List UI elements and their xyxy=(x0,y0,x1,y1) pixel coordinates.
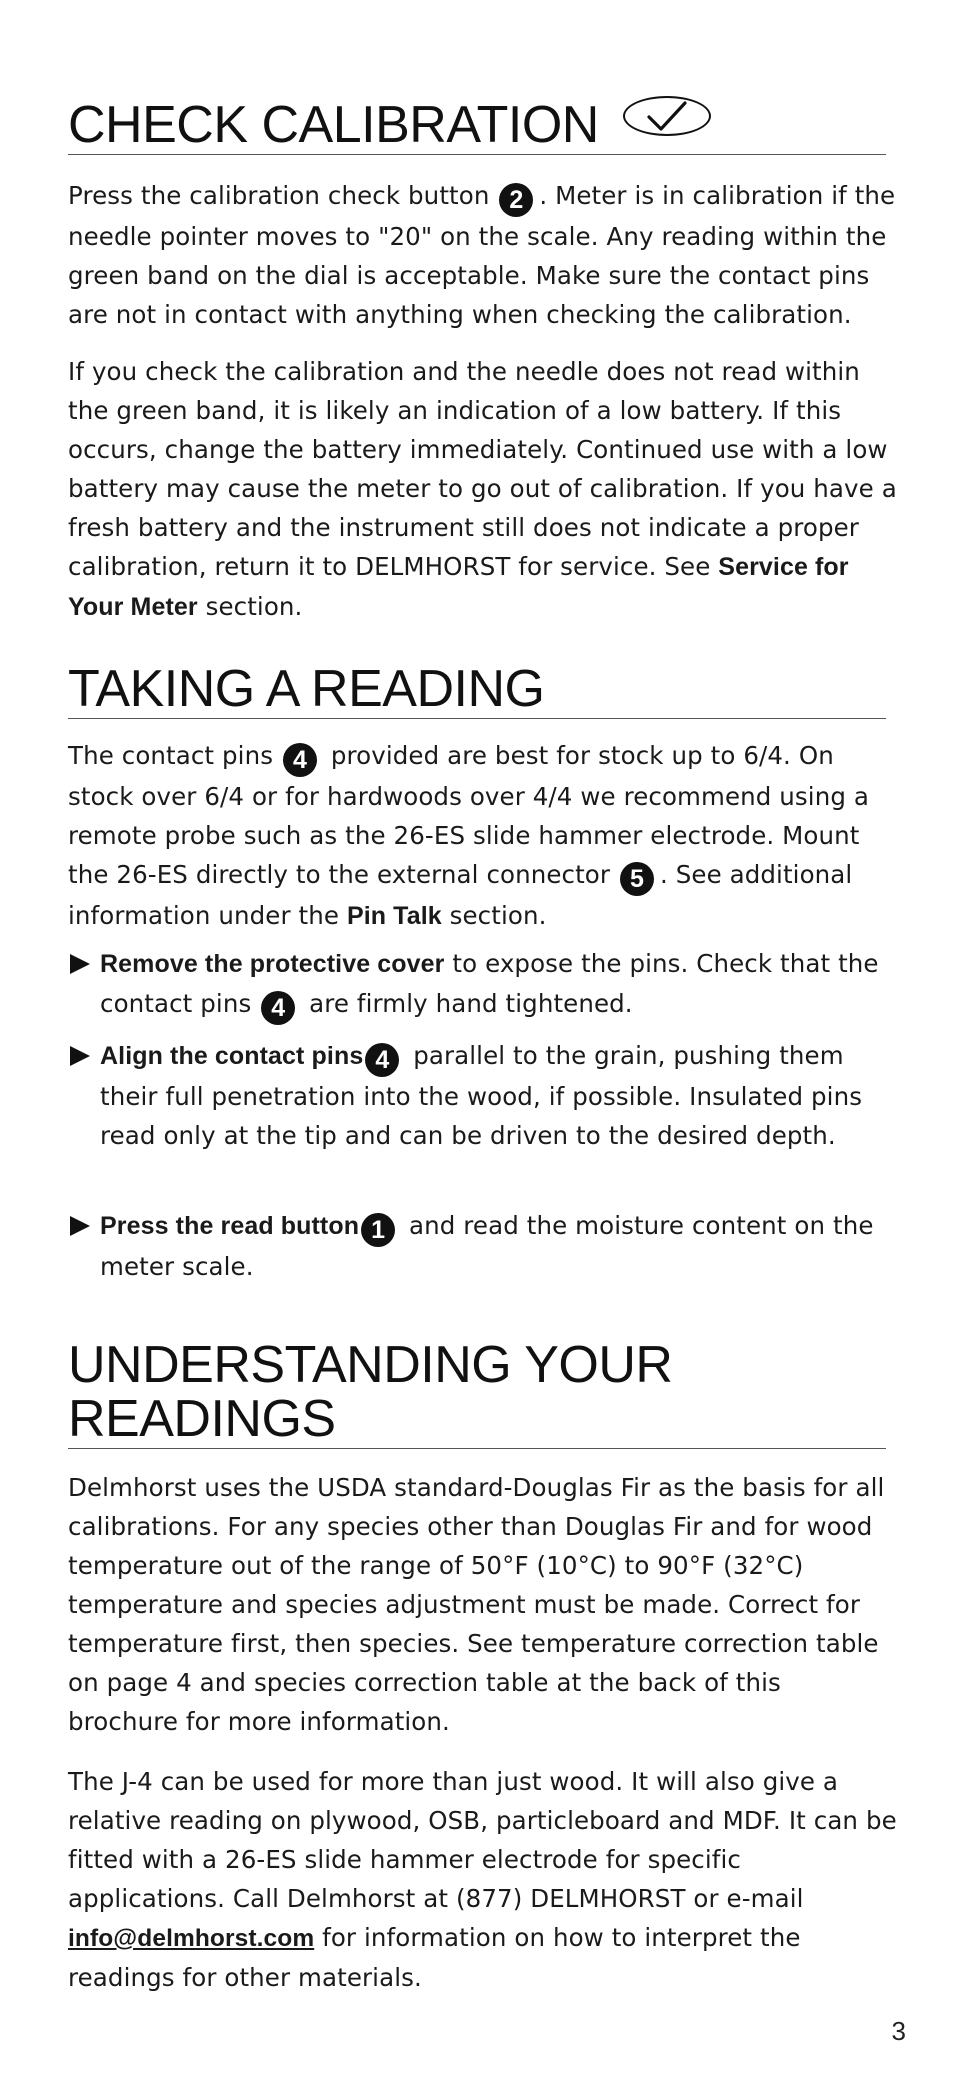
callout-number-4: 4 xyxy=(261,991,295,1025)
taking-reading-paragraph: The contact pins 4 provided are best for stock up to 6/4. On stock over 6/4 or for hardwoods over 4/4 we recommend using a remote probe such as the 26-ES slide hammer electrode. Mount the 26-ES directly to the external connector 5 . See additional information under the Pin Talk section. xyxy=(68,741,869,930)
bullet-remove-cover: Remove the protective cover to expose the pins. Check that the contact pins 4 are firmly hand tightened. xyxy=(68,944,898,1025)
bullet-press-read: Press the read button 1 and read the moisture content on the meter scale. xyxy=(68,1206,898,1286)
bullet-arrow-icon xyxy=(70,1046,90,1066)
callout-number-1: 1 xyxy=(361,1213,395,1247)
callout-number-5: 5 xyxy=(620,862,654,896)
bullet-align-pins: Align the contact pins 4 parallel to the grain, pushing them their full penetration into the wood, if possible. Insulated pins read only at the tip and can be driven to the desired depth. xyxy=(68,1036,898,1155)
calibration-paragraph-1: Press the calibration check button 2 . Meter is in calibration if the needle pointer moves to "20" on the scale. Any reading within the green band on the dial is acceptable. Make sure the contact pins are not in contact with anything when checking the calibration. xyxy=(68,181,896,329)
pin-talk-reference: Pin Talk xyxy=(346,902,442,930)
service-section-reference: Service for Your Meter xyxy=(68,553,849,621)
taking-reading-heading: TAKING A READING xyxy=(68,662,886,719)
understanding-paragraph-2: The J-4 can be used for more than just wood. It will also give a relative reading on plywood, OSB, particleboard and MDF. It can be fitted with a 26-ES slide hammer electrode for specific applications. Call Delmhorst at (877) DELMHORST or e-mail info@delmhorst.com for information on how to interpret the readings for other materials. xyxy=(68,1767,897,1992)
callout-number-4: 4 xyxy=(283,743,317,777)
understanding-readings-heading: UNDERSTANDING YOUR READINGS xyxy=(68,1338,886,1449)
callout-number-2: 2 xyxy=(499,183,533,217)
calibration-paragraph-2: If you check the calibration and the needle does not read within the green band, it is likely an indication of a low battery. If this occurs, change the battery immediately. Continued use with a low battery may cause the meter to go out of calibration. If you have a fresh battery and the instrument still does not indicate a proper calibration, return it to DELMHORST for service. See Service for Your Meter section. xyxy=(68,357,897,621)
check-calibration-title: CHECK CALIBRATION xyxy=(68,96,599,154)
page-number: 3 xyxy=(891,2016,906,2046)
bullet-arrow-icon xyxy=(70,954,90,974)
checkmark-oval-icon xyxy=(623,96,711,136)
callout-number-4: 4 xyxy=(365,1043,399,1077)
email-link[interactable]: info@delmhorst.com xyxy=(68,1925,315,1952)
understanding-paragraph-1: Delmhorst uses the USDA standard-Douglas Fir as the basis for all calibrations. For any species other than Douglas Fir and for wood temperature out of the range of 50°F (10°C) to 90°F (32°C) temperature and species adjustment must be made. Correct for temperature first, then species. See temperature correction table on page 4 and species correction table at the back of this brochure for more information. xyxy=(68,1473,885,1736)
check-calibration-heading xyxy=(68,96,886,155)
bullet-arrow-icon xyxy=(70,1216,90,1236)
